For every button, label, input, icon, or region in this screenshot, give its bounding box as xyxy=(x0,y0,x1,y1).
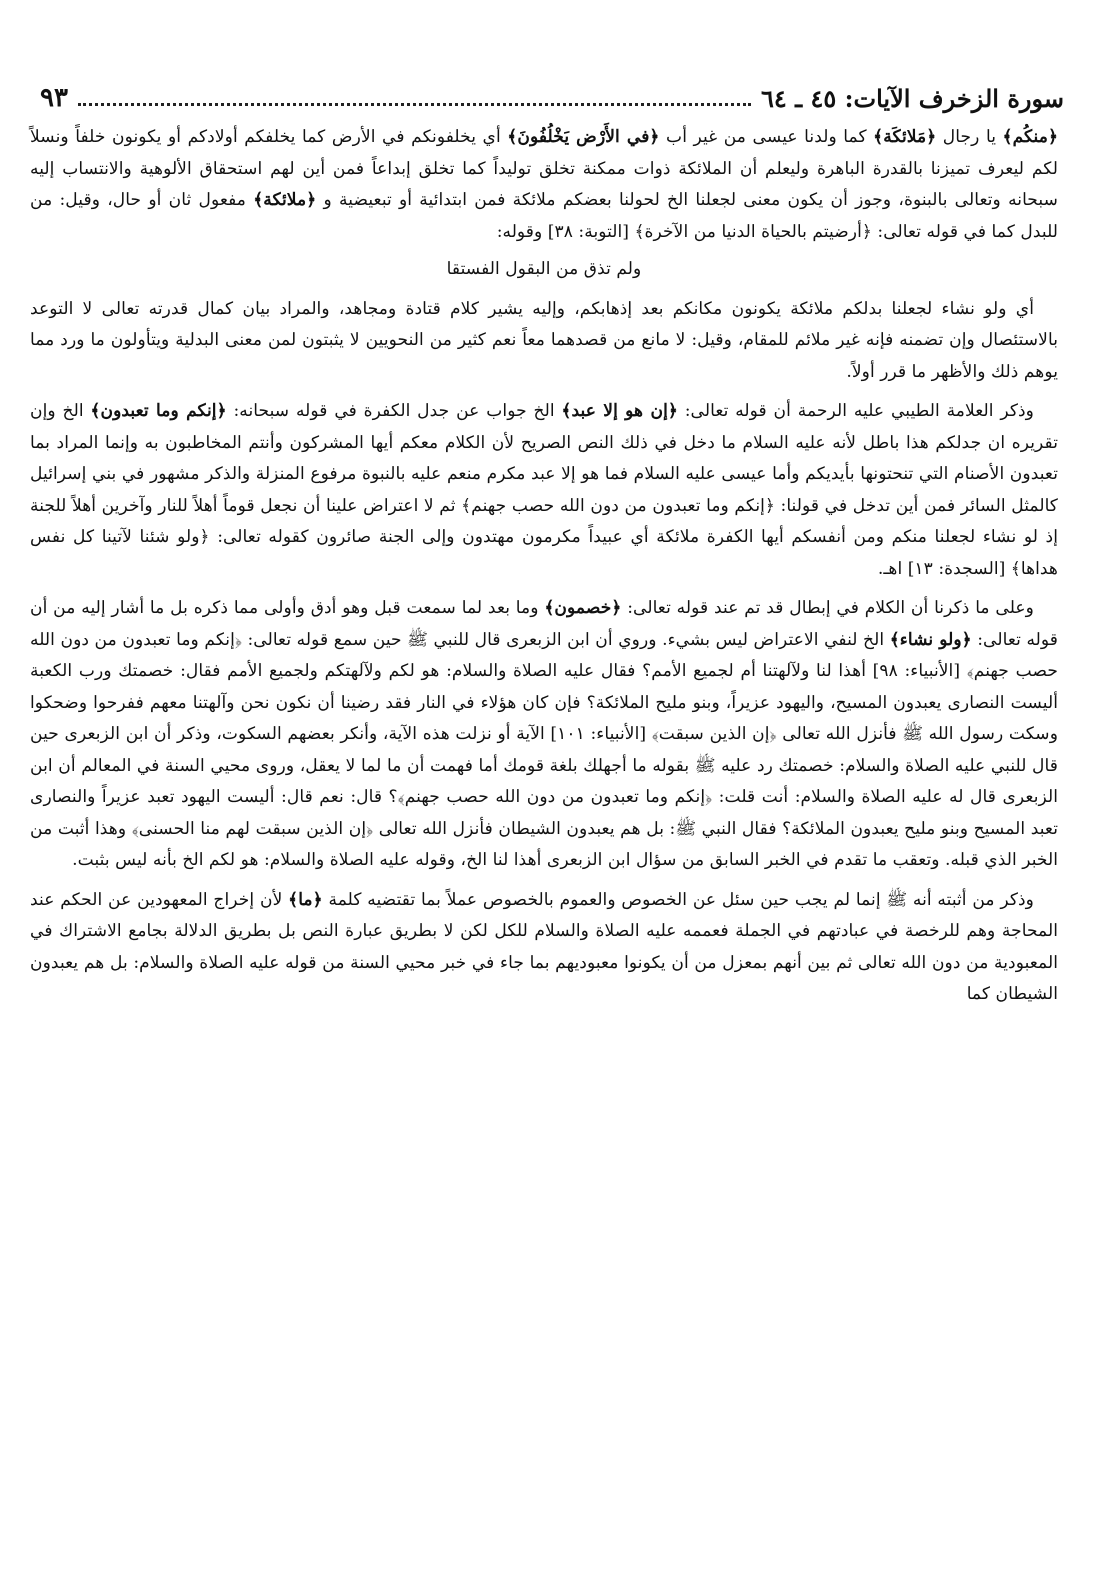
text-run: وذكر العلامة الطيبي عليه الرحمة أن قوله تعالى: xyxy=(677,401,1034,421)
quran-quote: ﴿منكُم﴾ xyxy=(1002,127,1059,147)
quran-quote: ﴿إنكم وما تعبدون﴾ xyxy=(90,401,227,421)
text-run: كما ولدنا عيسى من غير أب xyxy=(659,127,874,147)
paragraph xyxy=(30,294,1058,389)
text-run: الخ لنفي الاعتراض ليس بشيء. وروي أن ابن الزبعرى قال للنبي ﷺ حين سمع قوله تعالى: ﴿إنكم وما تعبدون من دون الله حصب جهنم﴾ [الأنبياء: ٩٨] أهذا لنا ولآلهتنا أم لجميع الأمم؟ فقال عليه الصلاة والسلام: هو لكم ولآلهتكم ولجميع الأمم فقال: خصمتك ورب الكعبة أليست النصارى يعبدون المسيح، واليهود عزيراً، وبنو مليح الملائكة؟ فإن كان هؤلاء في النار فقد رضينا أن نكون نحن وآلهتنا معهم ففرحوا وضحكوا وسكت رسول الله ﷺ فأنزل الله تعالى ﴿إن الذين سبقت﴾ [الأنبياء: ١٠١] الآية أو نزلت هذه الآية، وأنكر بعضهم السكوت، وذكر أن ابن الزبعرى حين قال للنبي عليه الصلاة والسلام: خصمتك رد عليه ﷺ بقوله ما أجهلك بلغة قومك أما فهمت أن ما لما لا يعقل، وروى محيي السنة في المعالم أن ابن الزبعرى قال له عليه الصلاة والسلام: أنت قلت: ﴿إنكم وما تعبدون من دون الله حصب جهنم﴾؟ قال: نعم قال: أليست اليهود تعبد عزيراً والنصارى تعبد المسيح وبنو مليح يعبدون الملائكة؟ فقال النبي ﷺ: بل هم يعبدون الشيطان فأنزل الله تعالى ﴿إن الذين سبقت لهم منا الحسنى﴾ وهذا أثبت من الخبر الذي قبله. وتعقب ما تقدم في الخبر السابق من سؤال ابن الزبعرى أهذا لنا الخ، وقوله عليه الصلاة والسلام: هو لكم الخ بأنه ليس بثبت. xyxy=(30,629,1058,870)
paragraph xyxy=(30,885,1058,1011)
main-text xyxy=(30,122,1058,1563)
text-run: وما بعد لما سمعت قبل وهو أدق وأولى مما ذكره بل ما أشار إليه من أن قوله تعالى: xyxy=(30,598,1059,650)
text-run: لأن إخراج المعهودين عن الحكم عند المحاجة وهم للرخصة في عبادتهم في الجملة فعممه عليه الصلاة والسلام للكل لكن لا بطريق عبارة النص بل بطريق الدلالة بجامع الاشتراك في المعبودية من دون الله تعالى ثم بين أنهم بمعزل من أن يكونوا معبوديهم بما جاء في خبر محيي السنة من قوله عليه الصلاة والسلام: بل هم يعبدون الشيطان كما xyxy=(30,889,1058,1004)
quran-quote: ﴿إن هو إلا عبد﴾ xyxy=(561,401,678,421)
text-run: أي ولو نشاء لجعلنا بدلكم ملائكة يكونون مكانكم بعد إذهابكم، وإليه يشير كلام قتادة ومجاهد، والمراد بيان كمال قدرته تعالى لا التوعد بالاستئصال وإن تضمنه فإنه غير ملائم للمقام، وقيل: لا مانع من قصدهما معاً نعم كثير من النحويين لا يثبتون لمن معنى البدلية ويتأولون ما ورد مما يوهم ذلك والأظهر ما قرر أولاً. xyxy=(30,298,1058,382)
text-run: يا رجال xyxy=(936,127,1003,147)
quran-quote: ﴿ما﴾ xyxy=(288,889,323,910)
text-run: الخ جواب عن جدل الكفرة في قوله سبحانه: xyxy=(226,401,562,421)
quran-quote: ﴿مَلائكَة﴾ xyxy=(873,127,937,147)
text-run: الخ وإن تقريره ان جدلكم هذا باطل لأنه عليه السلام ما دخل في ذلك النص الصريح لأن الكلام معكم أيها المشركون وأنتم المخاطبون به وإنما المراد بما تعبدون الأصنام التي تنحتونها بأيديكم وأما عيسى عليه السلام فما هو إلا عبد مكرم منعم عليه بالنبوة مرفوع المنزلة والذكر مشهور في بني إسرائيل كالمثل السائر فمن أين تدخل في قولنا: ﴿إنكم وما تعبدون من دون الله حصب جهنم﴾ ثم لا اعتراض علينا أن نجعل قوماً أهلاً للنار وآخرين أهلاً للجنة إذ لو نشاء لجعلنا منكم ومن أنفسكم أيها الكفرة ملائكة أي عبيداً مكرمون مهتدون وإلى الجنة صائرون كقوله تعالى: ﴿ولو شئنا لآتينا كل نفس هداها﴾ [السجدة: ١٣] اهـ. xyxy=(30,401,1058,579)
text-run: وذكر من أثبته أنه ﷺ إنما لم يجب حين سئل عن الخصوص والعموم بالخصوص عملاً بما تقتضيه كلمة xyxy=(322,889,1034,910)
quran-quote: ﴿في الأَرْض يَخْلُفُونَ﴾ xyxy=(507,127,660,147)
page-number: ٩٣ xyxy=(40,83,68,113)
poetry-verse: ولم تذق من البقول الفستقا xyxy=(446,259,642,279)
paragraph xyxy=(30,396,1058,585)
quran-quote: ﴿ملائكة﴾ xyxy=(253,190,317,210)
paragraph xyxy=(30,593,1058,877)
text-run: مفعول ثان أو حال، وقيل: من للبدل كما في قوله تعالى: ﴿أرضيتم بالحياة الدنيا من الآخرة﴾ [التوبة: ٣٨] وقوله: xyxy=(30,190,1058,242)
quran-quote: ﴿ولو نشاء﴾ xyxy=(889,629,972,650)
quran-quote: ﴿خصمون﴾ xyxy=(544,598,622,618)
paragraph xyxy=(30,122,1058,248)
leader-dots xyxy=(78,103,751,106)
text-run: أي يخلفونكم في الأرض كما يخلفكم أولادكم أو يكونون خلفاً ونسلاً لكم ليعرف تميزنا بالقدرة الباهرة وليعلم أن الملائكة ذوات ممكنة تخلق توليداً كما تخلق إبداعاً فمن أين لهم استحقاق الألوهية والانتساب إليه سبحانه وتعالى بالبنوة، وجوز أن يكون معنى لجعلنا الخ لحولنا بعضكم ملائكة فمن ابتدائية أو تبعيضية و xyxy=(30,127,1058,210)
surah-title: سورة الزخرف الآيات: ٤٥ ـ ٦٤ xyxy=(760,83,1064,113)
text-run: وعلى ما ذكرنا أن الكلام في إبطال قد تم عند قوله تعالى: xyxy=(621,598,1034,618)
running-header xyxy=(40,78,1064,118)
